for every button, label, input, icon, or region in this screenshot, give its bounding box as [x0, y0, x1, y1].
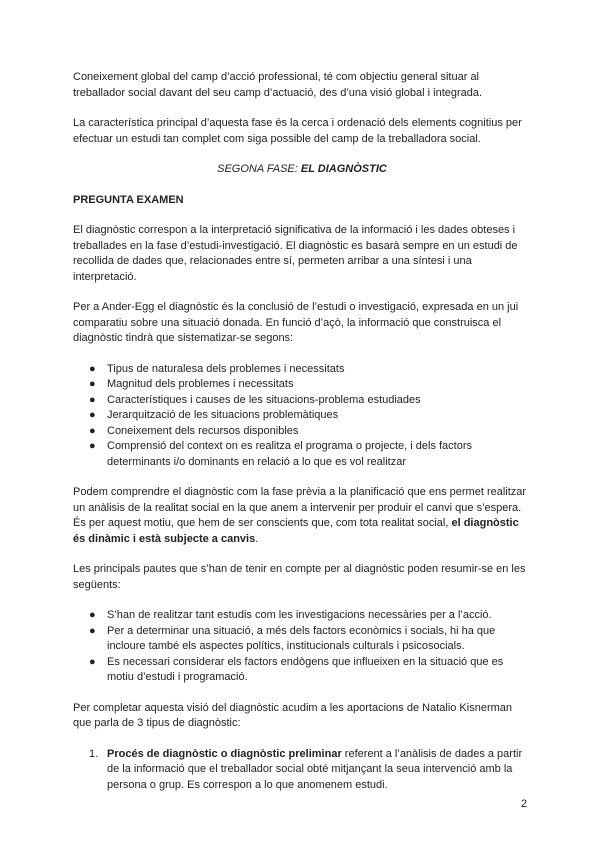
list-item-bold: Procés de diagnòstic o diagnòstic preliminar [107, 747, 342, 760]
bullet-icon: ● [89, 424, 96, 437]
list-item [73, 393, 531, 409]
list-number: 1. [89, 747, 99, 760]
list-item [73, 624, 531, 655]
section-title-bold: EL DIAGNÒSTIC [300, 163, 387, 175]
list-item [73, 608, 531, 624]
bullet-icon: ● [89, 440, 96, 452]
list-item-text: Magnitud dels problemes i necessitats [107, 378, 294, 390]
list-item [73, 655, 531, 686]
list-item-text: Comprensió del context on es realitza el programa o projecte, i dels factors determinants i/o dominants en relació a lo que es vol realitzar [107, 440, 473, 468]
paragraph-intro-2: La característica principal d’aquesta fase és la cerca i ordenació dels elements cognitius per efectuar un estudi tan complet com siga possible del camp de la treballadora social. [73, 117, 522, 145]
list-item [73, 424, 531, 440]
bullet-icon: ● [89, 655, 96, 668]
ordered-list-item [73, 747, 531, 794]
paragraph-planning-end: . [255, 532, 259, 545]
list-item-text: Es necessari considerar els factors endògens que influeixen en la situació que es motiu d’estudi i programació. [107, 655, 504, 683]
systematization-list [73, 362, 531, 471]
exam-heading: PREGUNTA EXAMEN [73, 193, 184, 206]
paragraph-diagnostic-definition: El diagnòstic correspon a la interpretació significativa de la informació i les dades obteses i treballades en la fase d’estudi-investigació. El diagnòstic es basarà sempre en un estudi de recollida de dades que, relacionades entre sí, permeten arribar a una síntesi i una interpretació. [73, 224, 518, 283]
bullet-icon: ● [89, 393, 96, 406]
list-item-text: referent a l’anàlisis de dades a partir de la informació que el treballador social obté mitjançant la seua intervenció amb la persona o grup. Es correspon a lo que anomenem estudi. [107, 747, 523, 791]
list-item [73, 408, 531, 424]
bullet-icon: ● [89, 409, 96, 421]
list-item-text: S’han de realitzar tant estudis com les investigacions necessàries per a l’acció. [107, 609, 492, 621]
paragraph-ander-egg: Per a Ander-Egg el diagnòstic és la conclusió de l’estudi o investigació, expresada en un jui comparatiu sobre una situació donada. En funció d’açò, la informació que construisca el diagnòstic tindrà que sistematizar-se segons: [73, 301, 519, 344]
paragraph-guidelines: Les principals pautes que s’han de tenir en compte per al diagnòstic poden resumir-se en les següents: [73, 563, 526, 591]
bullet-icon: ● [89, 362, 96, 375]
list-item-text: Tipus de naturalesa dels problemes i necessitats [107, 362, 345, 375]
bullet-icon: ● [89, 378, 96, 390]
list-item-text: Jerarquització de les situacions problemàtiques [107, 409, 339, 421]
section-title [73, 162, 531, 178]
bullet-icon: ● [89, 609, 96, 621]
list-item-text: Coneixement dels recursos disponibles [107, 424, 299, 437]
list-item [73, 439, 531, 470]
list-item [73, 362, 531, 378]
paragraph-intro-1: Coneixement global del camp d’acció professional, té com objectiu general situar al treballador social davant del seu camp d’actuació, des d’una visió global i integrada. [73, 71, 483, 99]
bullet-icon: ● [89, 624, 96, 637]
guidelines-list [73, 608, 531, 686]
paragraph-planning-bold: el diagnòstic és dinàmic i està subjecte a canvis [73, 517, 519, 545]
page-number: 2 [520, 798, 527, 810]
paragraph-planning-phase [73, 485, 531, 547]
paragraph-kisnerman: Per completar aquesta visió del diagnòstic acudim a les aportacions de Natalio Kisnerman que parla de 3 tipus de diagnòstic: [73, 701, 513, 729]
document-body [73, 70, 531, 793]
list-item [73, 377, 531, 393]
paragraph-planning-text: Podem comprendre el diagnòstic com la fase prèvia a la planificació que ens permet realitzar un anàlisis de la realitat social en la que anem a intervenir per produir el canvi que s’espera. És per aquest motiu, que hem de ser conscients que, com tota realitat social, [73, 486, 527, 529]
list-item-text: Per a determinar una situació, a més dels factors econòmics i socials, hi ha que incloure també els aspectes polítics, institucionals culturals i psicosocials. [107, 624, 496, 652]
list-item-text: Característiques i causes de les situacions-problema estudiades [107, 393, 421, 406]
diagnostic-types-list [73, 747, 531, 794]
section-title-prefix: SEGONA FASE: [217, 163, 301, 175]
